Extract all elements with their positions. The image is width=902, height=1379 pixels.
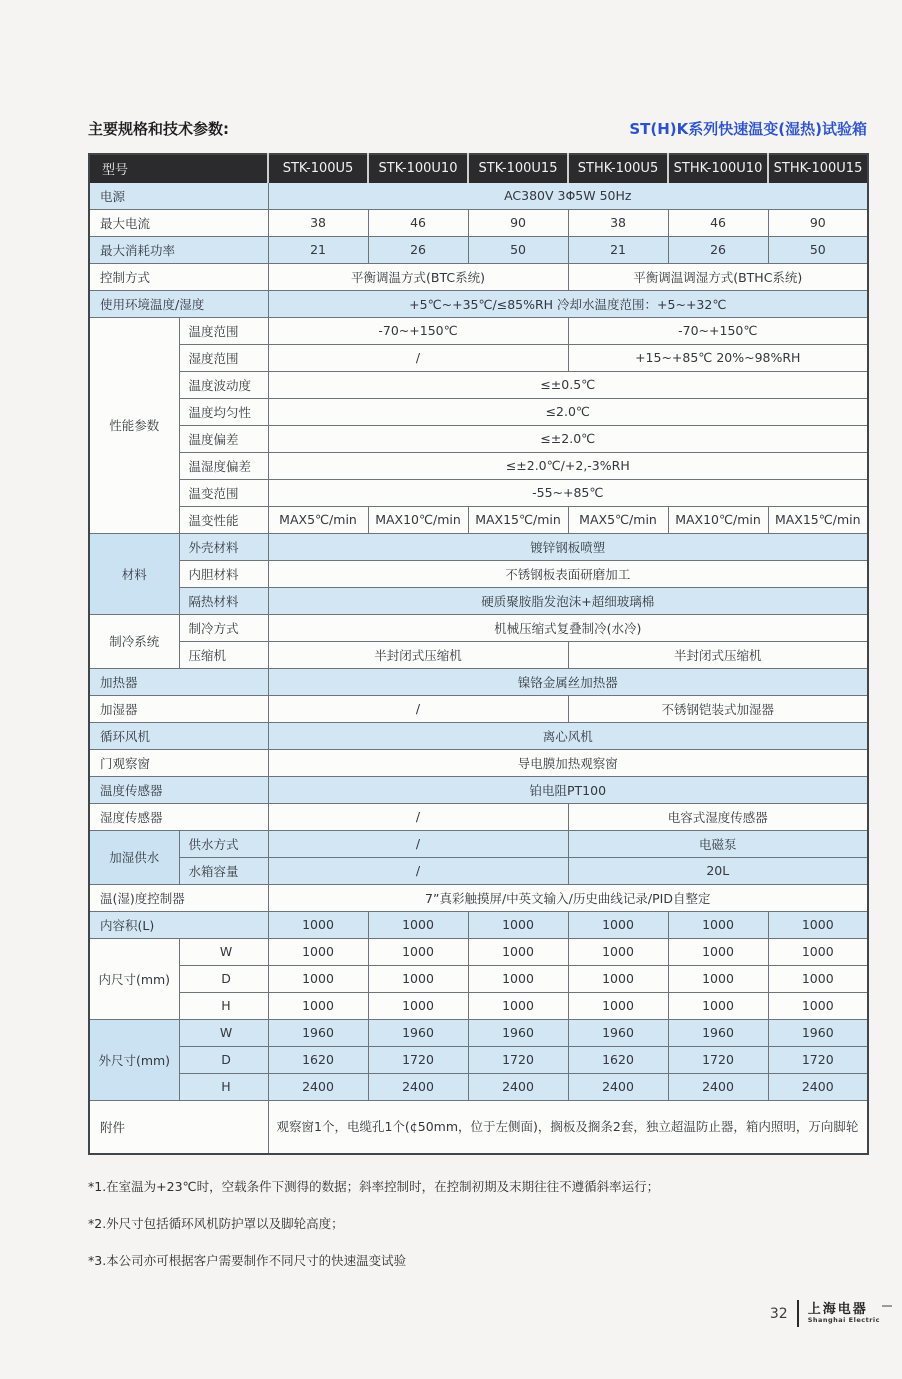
table-row bbox=[89, 614, 868, 641]
value-cell: 硬质聚胺脂发泡沫+超细玻璃棉 bbox=[268, 587, 868, 614]
value-cell: 1000 bbox=[368, 992, 468, 1019]
table-row bbox=[89, 209, 868, 236]
table-row bbox=[89, 1046, 868, 1073]
table-row bbox=[89, 317, 868, 344]
value-cell: 46 bbox=[368, 209, 468, 236]
value-cell: 1000 bbox=[768, 992, 868, 1019]
row-sublabel: 湿度范围 bbox=[179, 344, 268, 371]
content-area bbox=[88, 118, 867, 1288]
column-header-model: STHK-100U15 bbox=[768, 154, 868, 182]
row-sublabel: 温度均匀性 bbox=[179, 398, 268, 425]
value-cell: / bbox=[268, 857, 568, 884]
value-cell: ≤±2.0℃/+2,-3%RH bbox=[268, 452, 868, 479]
spec-table bbox=[88, 153, 869, 1155]
table-row bbox=[89, 452, 868, 479]
brand-logo bbox=[808, 1303, 880, 1324]
table-row bbox=[89, 533, 868, 560]
row-label: 内容积(L) bbox=[89, 911, 268, 938]
value-cell: 1000 bbox=[368, 911, 468, 938]
value-cell: / bbox=[268, 803, 568, 830]
value-cell: 导电膜加热观察窗 bbox=[268, 749, 868, 776]
table-row bbox=[89, 1100, 868, 1154]
table-row bbox=[89, 668, 868, 695]
row-label: 加湿器 bbox=[89, 695, 268, 722]
value-cell: 镍铬金属丝加热器 bbox=[268, 668, 868, 695]
row-sublabel: 制冷方式 bbox=[179, 614, 268, 641]
row-sublabel: 内胆材料 bbox=[179, 560, 268, 587]
value-cell: 1960 bbox=[668, 1019, 768, 1046]
column-header-model: STK-100U10 bbox=[368, 154, 468, 182]
footnote-3: *3.本公司亦可根据客户需要制作不同尺寸的快速温变试验 bbox=[88, 1253, 407, 1268]
value-cell: 平衡调温方式(BTC系统) bbox=[268, 263, 568, 290]
value-cell: 1000 bbox=[668, 965, 768, 992]
value-cell: 2400 bbox=[368, 1073, 468, 1100]
table-row bbox=[89, 506, 868, 533]
row-sublabel: 水箱容量 bbox=[179, 857, 268, 884]
value-cell: 1000 bbox=[768, 965, 868, 992]
value-cell: 1000 bbox=[268, 911, 368, 938]
footer-divider bbox=[797, 1300, 799, 1327]
group-label: 加湿供水 bbox=[89, 830, 179, 884]
group-label: 制冷系统 bbox=[89, 614, 179, 668]
table-row bbox=[89, 560, 868, 587]
value-cell: 1000 bbox=[568, 911, 668, 938]
value-cell: 观察窗1个，电缆孔1个(¢50mm，位于左侧面)，搁板及搁条2套，独立超温防止器，箱内照明，万向脚轮 bbox=[268, 1100, 868, 1154]
value-cell: 20L bbox=[568, 857, 868, 884]
table-row bbox=[89, 803, 868, 830]
row-label: 循环风机 bbox=[89, 722, 268, 749]
page-title: 主要规格和技术参数: bbox=[88, 120, 229, 138]
value-cell: 46 bbox=[668, 209, 768, 236]
table-row bbox=[89, 938, 868, 965]
value-cell: 1000 bbox=[468, 965, 568, 992]
table-row bbox=[89, 992, 868, 1019]
row-sublabel: H bbox=[179, 992, 268, 1019]
value-cell: 21 bbox=[268, 236, 368, 263]
row-sublabel: D bbox=[179, 1046, 268, 1073]
brand-logo-subtext: Shanghai Electric bbox=[807, 1316, 880, 1325]
row-label: 门观察窗 bbox=[89, 749, 268, 776]
table-row bbox=[89, 263, 868, 290]
value-cell: 1000 bbox=[568, 965, 668, 992]
value-cell: 镀锌钢板喷塑 bbox=[268, 533, 868, 560]
group-label: 外尺寸(mm) bbox=[89, 1019, 179, 1100]
value-cell: / bbox=[268, 695, 568, 722]
value-cell: 1000 bbox=[768, 938, 868, 965]
row-sublabel: 温度偏差 bbox=[179, 425, 268, 452]
value-cell: 不锈钢铠装式加湿器 bbox=[568, 695, 868, 722]
value-cell: 1000 bbox=[468, 911, 568, 938]
value-cell: 1000 bbox=[268, 938, 368, 965]
value-cell: 7”真彩触摸屏/中英文输入/历史曲线记录/PID自整定 bbox=[268, 884, 868, 911]
table-row bbox=[89, 776, 868, 803]
table-row bbox=[89, 749, 868, 776]
table-row bbox=[89, 830, 868, 857]
value-cell: 1720 bbox=[368, 1046, 468, 1073]
row-label: 电源 bbox=[89, 182, 268, 209]
table-row bbox=[89, 695, 868, 722]
value-cell: MAX10℃/min bbox=[368, 506, 468, 533]
series-title: ST(H)K系列快速温变(湿热)试验箱 bbox=[629, 120, 867, 138]
group-label: 内尺寸(mm) bbox=[89, 938, 179, 1019]
table-row bbox=[89, 236, 868, 263]
value-cell: 38 bbox=[268, 209, 368, 236]
value-cell: 1000 bbox=[668, 938, 768, 965]
row-label: 加热器 bbox=[89, 668, 268, 695]
value-cell: MAX10℃/min bbox=[668, 506, 768, 533]
value-cell: 平衡调温调湿方式(BTHC系统) bbox=[568, 263, 868, 290]
group-label: 性能参数 bbox=[89, 317, 179, 533]
column-header-model: STK-100U15 bbox=[468, 154, 568, 182]
value-cell: 1620 bbox=[268, 1046, 368, 1073]
row-label: 湿度传感器 bbox=[89, 803, 268, 830]
value-cell: 1960 bbox=[468, 1019, 568, 1046]
value-cell: 21 bbox=[568, 236, 668, 263]
value-cell: 26 bbox=[368, 236, 468, 263]
value-cell: ≤±0.5℃ bbox=[268, 371, 868, 398]
value-cell: 半封闭式压缩机 bbox=[268, 641, 568, 668]
value-cell: MAX5℃/min bbox=[268, 506, 368, 533]
table-row bbox=[89, 911, 868, 938]
value-cell: 2400 bbox=[768, 1073, 868, 1100]
footnote-1: *1.在室温为+23℃时，空载条件下测得的数据；斜率控制时，在控制初期及末期往往不遵循斜率运行； bbox=[88, 1179, 660, 1194]
value-cell: / bbox=[268, 830, 568, 857]
row-sublabel: D bbox=[179, 965, 268, 992]
value-cell: 50 bbox=[768, 236, 868, 263]
value-cell: MAX15℃/min bbox=[468, 506, 568, 533]
value-cell: 1000 bbox=[268, 965, 368, 992]
row-sublabel: 隔热材料 bbox=[179, 587, 268, 614]
column-header-model-label: 型号 bbox=[89, 154, 268, 182]
value-cell: +5℃~+35℃/≤85%RH 冷却水温度范围：+5~+32℃ bbox=[268, 290, 868, 317]
value-cell: MAX5℃/min bbox=[568, 506, 668, 533]
table-row bbox=[89, 587, 868, 614]
value-cell: 2400 bbox=[468, 1073, 568, 1100]
row-sublabel: W bbox=[179, 938, 268, 965]
value-cell: 1960 bbox=[368, 1019, 468, 1046]
row-label: 温(湿)度控制器 bbox=[89, 884, 268, 911]
row-sublabel: 温湿度偏差 bbox=[179, 452, 268, 479]
heading-row bbox=[88, 118, 867, 139]
value-cell: 1000 bbox=[668, 992, 768, 1019]
table-header-row bbox=[89, 154, 868, 182]
row-label: 温度传感器 bbox=[89, 776, 268, 803]
row-sublabel: 压缩机 bbox=[179, 641, 268, 668]
value-cell: 38 bbox=[568, 209, 668, 236]
column-header-model: STK-100U5 bbox=[268, 154, 368, 182]
value-cell: 1000 bbox=[468, 938, 568, 965]
value-cell: -70~+150℃ bbox=[268, 317, 568, 344]
value-cell: 90 bbox=[468, 209, 568, 236]
table-row bbox=[89, 884, 868, 911]
table-row bbox=[89, 965, 868, 992]
row-label: 最大电流 bbox=[89, 209, 268, 236]
table-row bbox=[89, 1019, 868, 1046]
value-cell: 26 bbox=[668, 236, 768, 263]
value-cell: 2400 bbox=[568, 1073, 668, 1100]
value-cell: 1000 bbox=[468, 992, 568, 1019]
value-cell: 50 bbox=[468, 236, 568, 263]
value-cell: -55~+85℃ bbox=[268, 479, 868, 506]
page-number: 32 bbox=[769, 1305, 788, 1322]
value-cell: 1000 bbox=[768, 911, 868, 938]
value-cell: 1960 bbox=[768, 1019, 868, 1046]
row-sublabel: 温变范围 bbox=[179, 479, 268, 506]
scan-artifact-dash bbox=[882, 1305, 892, 1307]
spec-table-body bbox=[89, 182, 868, 1154]
value-cell: 电容式湿度传感器 bbox=[568, 803, 868, 830]
value-cell: 1000 bbox=[368, 965, 468, 992]
table-row bbox=[89, 182, 868, 209]
row-sublabel: 供水方式 bbox=[179, 830, 268, 857]
row-sublabel: W bbox=[179, 1019, 268, 1046]
group-label: 材料 bbox=[89, 533, 179, 614]
value-cell: AC380V 3Φ5W 50Hz bbox=[268, 182, 868, 209]
value-cell: -70~+150℃ bbox=[568, 317, 868, 344]
value-cell: 电磁泵 bbox=[568, 830, 868, 857]
value-cell: 2400 bbox=[668, 1073, 768, 1100]
value-cell: 1720 bbox=[468, 1046, 568, 1073]
table-row bbox=[89, 857, 868, 884]
value-cell: 机械压缩式复叠制冷(水冷) bbox=[268, 614, 868, 641]
value-cell: / bbox=[268, 344, 568, 371]
table-row bbox=[89, 371, 868, 398]
row-sublabel: 温变性能 bbox=[179, 506, 268, 533]
table-row bbox=[89, 641, 868, 668]
value-cell: +15~+85℃ 20%~98%RH bbox=[568, 344, 868, 371]
table-row bbox=[89, 344, 868, 371]
value-cell: 不锈钢板表面研磨加工 bbox=[268, 560, 868, 587]
value-cell: 半封闭式压缩机 bbox=[568, 641, 868, 668]
table-row bbox=[89, 398, 868, 425]
column-header-model: STHK-100U10 bbox=[668, 154, 768, 182]
page-footer bbox=[770, 1300, 880, 1327]
row-label: 控制方式 bbox=[89, 263, 268, 290]
column-header-model: STHK-100U5 bbox=[568, 154, 668, 182]
footnote-2: *2.外尺寸包括循环风机防护罩以及脚轮高度； bbox=[88, 1216, 344, 1231]
value-cell: 1720 bbox=[768, 1046, 868, 1073]
value-cell: 铂电阻PT100 bbox=[268, 776, 868, 803]
row-sublabel: 温度范围 bbox=[179, 317, 268, 344]
row-sublabel: 温度波动度 bbox=[179, 371, 268, 398]
value-cell: 2400 bbox=[268, 1073, 368, 1100]
row-label: 最大消耗功率 bbox=[89, 236, 268, 263]
value-cell: 1000 bbox=[668, 911, 768, 938]
value-cell: 1000 bbox=[268, 992, 368, 1019]
value-cell: 1960 bbox=[568, 1019, 668, 1046]
value-cell: 1000 bbox=[568, 992, 668, 1019]
value-cell: MAX15℃/min bbox=[768, 506, 868, 533]
value-cell: ≤2.0℃ bbox=[268, 398, 868, 425]
value-cell: ≤±2.0℃ bbox=[268, 425, 868, 452]
brand-logo-text: 上海电器 bbox=[807, 1301, 868, 1317]
value-cell: 1960 bbox=[268, 1019, 368, 1046]
row-label: 使用环境温度/湿度 bbox=[89, 290, 268, 317]
table-row bbox=[89, 425, 868, 452]
value-cell: 离心风机 bbox=[268, 722, 868, 749]
value-cell: 1720 bbox=[668, 1046, 768, 1073]
table-row bbox=[89, 1073, 868, 1100]
table-row bbox=[89, 479, 868, 506]
footnotes bbox=[88, 1177, 867, 1269]
row-sublabel: H bbox=[179, 1073, 268, 1100]
row-label: 附件 bbox=[89, 1100, 268, 1154]
table-row bbox=[89, 290, 868, 317]
value-cell: 1620 bbox=[568, 1046, 668, 1073]
value-cell: 1000 bbox=[368, 938, 468, 965]
row-sublabel: 外壳材料 bbox=[179, 533, 268, 560]
value-cell: 1000 bbox=[568, 938, 668, 965]
value-cell: 90 bbox=[768, 209, 868, 236]
table-row bbox=[89, 722, 868, 749]
